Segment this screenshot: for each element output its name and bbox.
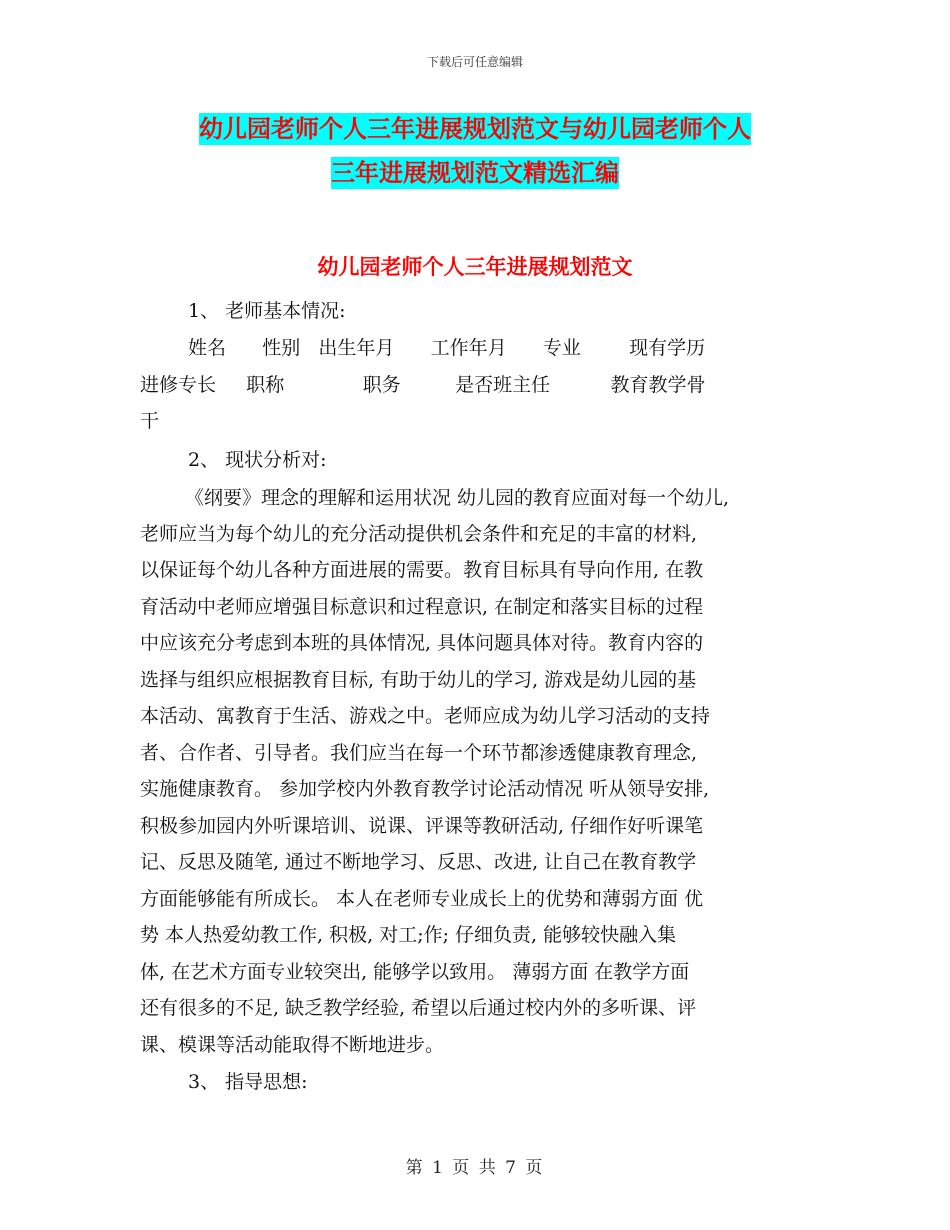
body-line-heading-3: 3、 指导思想: bbox=[188, 1071, 308, 1093]
body-line-heading-2: 2、 现状分析对: bbox=[188, 449, 327, 471]
body-paragraph-line: 选择与组织应根据教育目标, 有助于幼儿的学习, 游戏是幼儿园的基 bbox=[140, 669, 697, 691]
page-header-note: 下载后可任意编辑 bbox=[426, 55, 523, 69]
body-line-info-fields-1: 姓名 性别 出生年月 工作年月 专业 现有学历 bbox=[188, 337, 706, 359]
body-paragraph-line: 实施健康教育。 参加学校内外教育教学讨论活动情况 听从领导安排, bbox=[140, 778, 710, 800]
title-line-1-text: 幼儿园老师个人三年进展规划范文与幼儿园老师个人 bbox=[199, 115, 751, 143]
body-paragraph-line: 积极参加园内外听课培训、说课、评课等教研活动, 仔细作好听课笔 bbox=[140, 815, 704, 837]
section-title: 幼儿园老师个人三年进展规划范文 bbox=[317, 255, 633, 279]
title-line-2-text: 三年进展规划范文精选汇编 bbox=[331, 159, 619, 187]
body-paragraph-line: 本活动、寓教育于生活、游戏之中。老师应成为幼儿学习活动的支持 bbox=[140, 705, 711, 727]
document-title-line-1 bbox=[0, 114, 950, 144]
body-line-info-fields-3: 干 bbox=[140, 410, 160, 432]
body-paragraph-line: 《纲要》理念的理解和运用状况 幼儿园的教育应面对每一个幼儿, bbox=[185, 487, 730, 509]
body-paragraph-line: 体, 在艺术方面专业较突出, 能够学以致用。 薄弱方面 在教学方面 bbox=[140, 961, 690, 983]
body-line-heading-1: 1、 老师基本情况: bbox=[188, 300, 346, 322]
body-paragraph-line: 中应该充分考虑到本班的具体情况, 具体问题具体对待。教育内容的 bbox=[140, 632, 704, 654]
body-paragraph-line: 者、合作者、引导者。我们应当在每一个环节都渗透健康教育理念, bbox=[140, 742, 698, 764]
body-paragraph-line: 育活动中老师应增强目标意识和过程意识, 在制定和落实目标的过程 bbox=[140, 596, 704, 618]
body-paragraph-line: 课、模课等活动能取得不断地进步。 bbox=[140, 1034, 445, 1056]
body-paragraph-line: 记、反思及随笔, 通过不断地学习、反思、改进, 让自己在教育教学 bbox=[140, 851, 697, 873]
body-paragraph-line: 方面能够能有所成长。 本人在老师专业成长上的优势和薄弱方面 优 bbox=[140, 888, 704, 910]
body-paragraph-line: 老师应当为每个幼儿的充分活动提供机会条件和充足的丰富的材料, bbox=[140, 523, 698, 545]
body-paragraph-line: 还有很多的不足, 缺乏教学经验, 希望以后通过校内外的多听课、评 bbox=[140, 997, 697, 1019]
body-paragraph-line: 势 本人热爱幼教工作, 积极, 对工;作; 仔细负责, 能够较快融入集 bbox=[140, 924, 677, 946]
document-title-line-2 bbox=[0, 158, 950, 188]
body-line-info-fields-2: 进修专长 职称 职务 是否班主任 教育教学骨 bbox=[140, 374, 706, 396]
body-paragraph-line: 以保证每个幼儿各种方面进展的需要。教育目标具有导向作用, 在教 bbox=[140, 559, 704, 581]
page-footer-page-number: 第 1 页 共 7 页 bbox=[405, 1158, 545, 1178]
